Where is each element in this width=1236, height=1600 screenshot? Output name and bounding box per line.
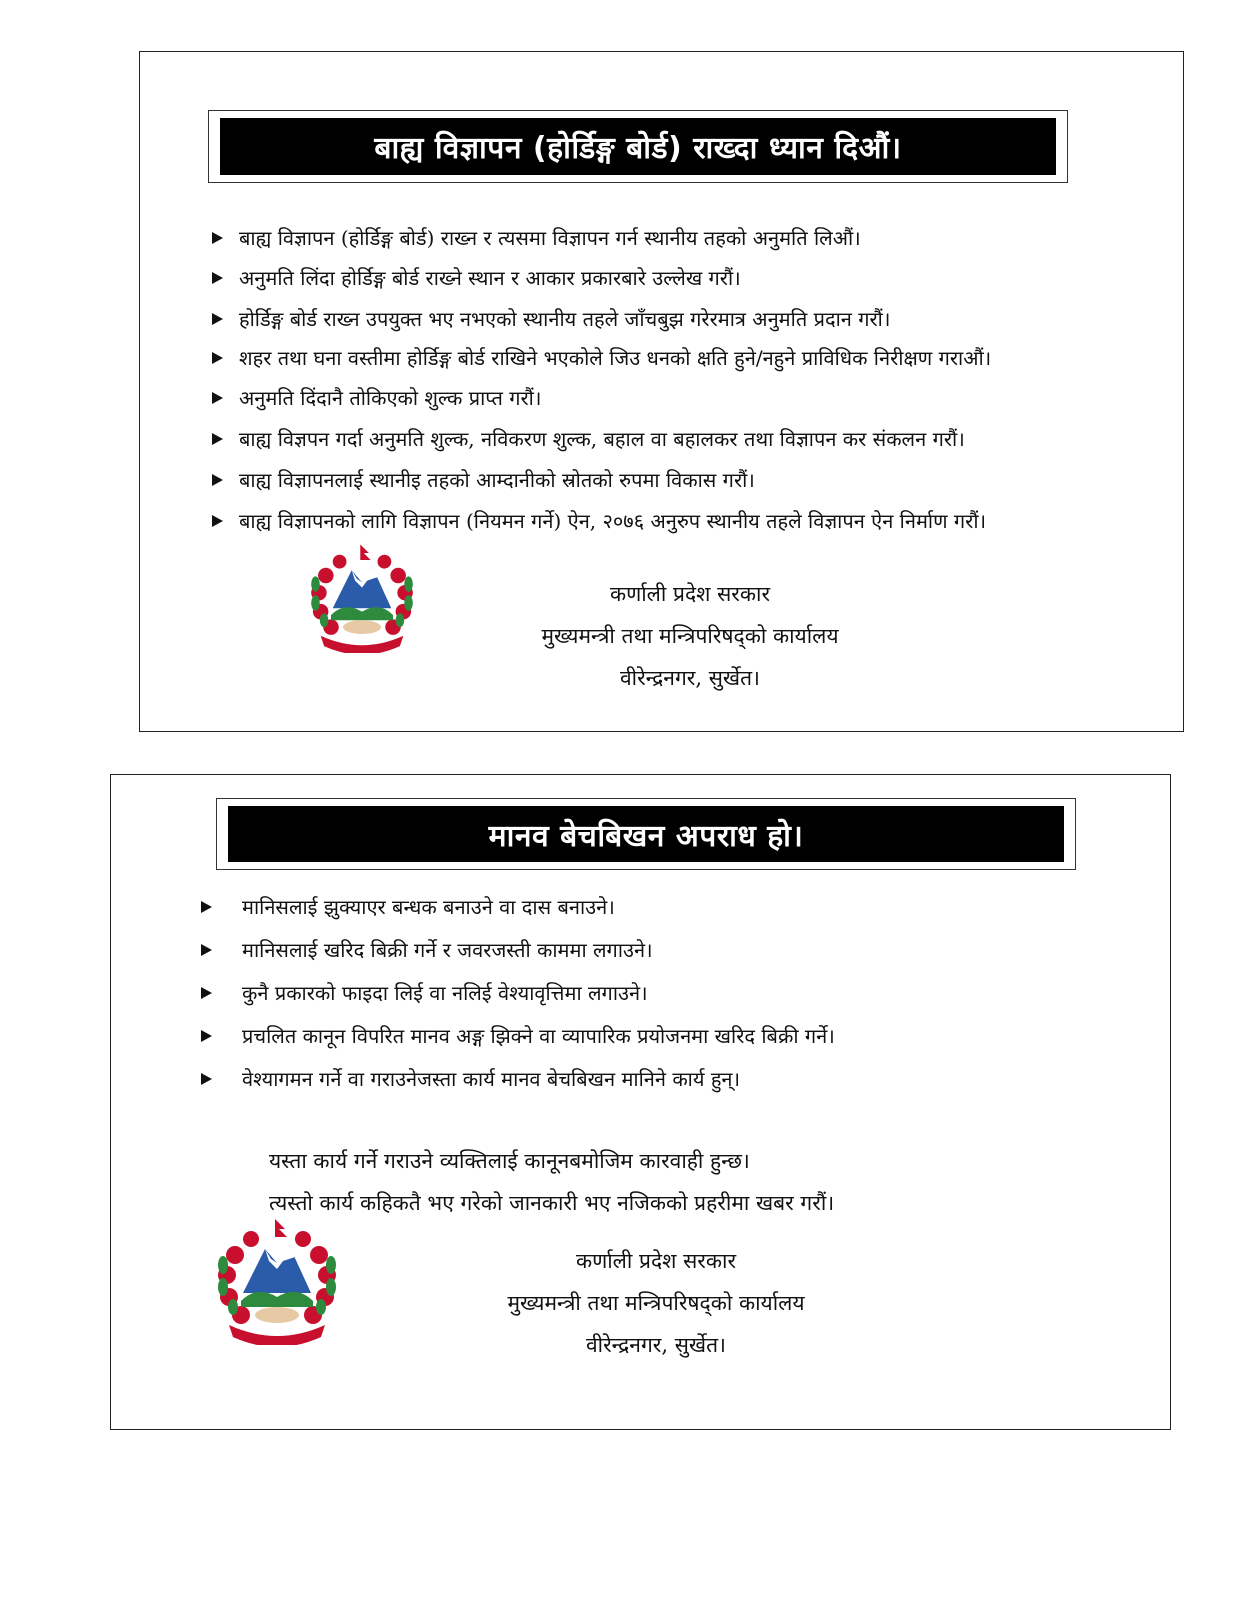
list-item — [212, 466, 755, 493]
list-item-text: अनुमति दिंदानै तोकिएको शुल्क प्राप्त गरौं। — [239, 386, 542, 410]
arrowhead-bullet-icon — [201, 901, 212, 913]
arrowhead-bullet-icon — [212, 232, 223, 244]
signature-line: मुख्यमन्त्री तथा मन्त्रिपरिषद्को कार्यालय — [507, 1291, 805, 1315]
list-item-text: बाह्य विज्ञपन गर्दा अनुमति शुल्क, नविकरण शुल्क, बहाल वा बहालकर तथा विज्ञापन कर संकलन गरौं। — [239, 427, 965, 451]
list-item — [201, 1065, 740, 1092]
arrowhead-bullet-icon — [201, 1073, 212, 1085]
arrowhead-bullet-icon — [212, 313, 223, 325]
human-trafficking-notice — [110, 774, 1171, 1430]
list-item — [212, 384, 541, 411]
list-item — [212, 224, 861, 251]
warning-text: यस्ता कार्य गर्ने गराउने व्यक्तिलाई कानूनबमोजिम कारवाही हुन्छ। — [269, 1149, 750, 1173]
list-item-text: होर्डिङ्ग बोर्ड राख्न उपयुक्त भए नभएको स्थानीय तहले जाँचबुझ गरेरमात्र अनुमति प्रदान गरौं। — [239, 307, 891, 331]
arrowhead-bullet-icon — [212, 352, 223, 364]
signature-line: मुख्यमन्त्री तथा मन्त्रिपरिषद्को कार्यालय — [541, 624, 839, 648]
list-item-text: बाह्य विज्ञापनको लागि विज्ञापन (नियमन गर्ने) ऐन, २०७६ अनुरुप स्थानीय तहले विज्ञापन ऐन निर्माण गरौं। — [239, 509, 987, 533]
arrowhead-bullet-icon — [212, 272, 223, 284]
list-item-text: बाह्य विज्ञापनलाई स्थानीइ तहको आम्दानीको स्रोतको रुपमा विकास गरौं। — [239, 468, 755, 492]
signature-block — [490, 573, 890, 699]
list-item — [212, 425, 965, 452]
hoarding-board-notice — [139, 51, 1184, 732]
arrowhead-bullet-icon — [212, 392, 223, 404]
list-item — [201, 893, 615, 920]
signature-line: कर्णाली प्रदेश सरकार — [575, 1249, 737, 1273]
list-item — [212, 507, 986, 534]
nepal-emblem-icon — [300, 541, 424, 653]
list-item — [212, 264, 741, 291]
list-item-text: प्रचलित कानून विपरित मानव अङ्ग झिक्ने वा व्यापारिक प्रयोजनमा खरिद बिक्री गर्ने। — [242, 1024, 835, 1048]
signature-line: कर्णाली प्रदेश सरकार — [609, 582, 771, 606]
arrowhead-bullet-icon — [212, 515, 223, 527]
notice-title: मानव बेचबिखन अपराध हो। — [228, 806, 1064, 862]
list-item — [212, 305, 890, 332]
arrowhead-bullet-icon — [201, 987, 212, 999]
list-item-text: अनुमति लिंदा होर्डिङ्ग बोर्ड राख्ने स्थान र आकार प्रकारबारे उल्लेख गरौं। — [239, 266, 741, 290]
arrowhead-bullet-icon — [212, 474, 223, 486]
list-item-text: बाह्य विज्ञापन (होर्डिङ्ग बोर्ड) राख्न र त्यसमा विज्ञापन गर्न स्थानीय तहको अनुमति लिऔं। — [239, 226, 861, 250]
list-item-text: वेश्यागमन गर्ने वा गराउनेजस्ता कार्य मानव बेचबिखन मानिने कार्य हुन्। — [242, 1067, 741, 1091]
list-item — [201, 979, 648, 1006]
signature-line: वीरेन्द्रनगर, सुर्खेत। — [585, 1333, 727, 1357]
list-item-text: कुनै प्रकारको फाइदा लिई वा नलिई वेश्यावृत्तिमा लगाउने। — [242, 981, 648, 1005]
arrowhead-bullet-icon — [201, 1030, 212, 1042]
list-item — [201, 1022, 835, 1049]
list-item — [201, 936, 653, 963]
list-item — [212, 344, 991, 371]
notice-title: बाह्य विज्ञापन (होर्डिङ्ग बोर्ड) राख्दा ध्यान दिऔं। — [220, 118, 1056, 175]
nepal-emblem-icon — [207, 1215, 347, 1345]
notice-title-frame — [208, 110, 1068, 183]
list-item-text: मानिसलाई झुक्याएर बन्धक बनाउने वा दास बनाउने। — [242, 895, 615, 919]
signature-block — [456, 1240, 856, 1366]
notice-title-frame — [216, 798, 1076, 870]
list-item-text: मानिसलाई खरिद बिक्री गर्ने र जवरजस्ती काममा लगाउने। — [242, 938, 653, 962]
arrowhead-bullet-icon — [212, 433, 223, 445]
signature-line: वीरेन्द्रनगर, सुर्खेत। — [619, 666, 761, 690]
list-item-text: शहर तथा घना वस्तीमा होर्डिङ्ग बोर्ड राखिने भएकोले जिउ धनको क्षति हुने/नहुने प्राविधिक निरीक्षण गराऔं। — [239, 346, 992, 370]
warning-text: त्यस्तो कार्य कहिकतै भए गरेको जानकारी भए नजिकको प्रहरीमा खबर गरौं। — [269, 1191, 835, 1215]
arrowhead-bullet-icon — [201, 944, 212, 956]
